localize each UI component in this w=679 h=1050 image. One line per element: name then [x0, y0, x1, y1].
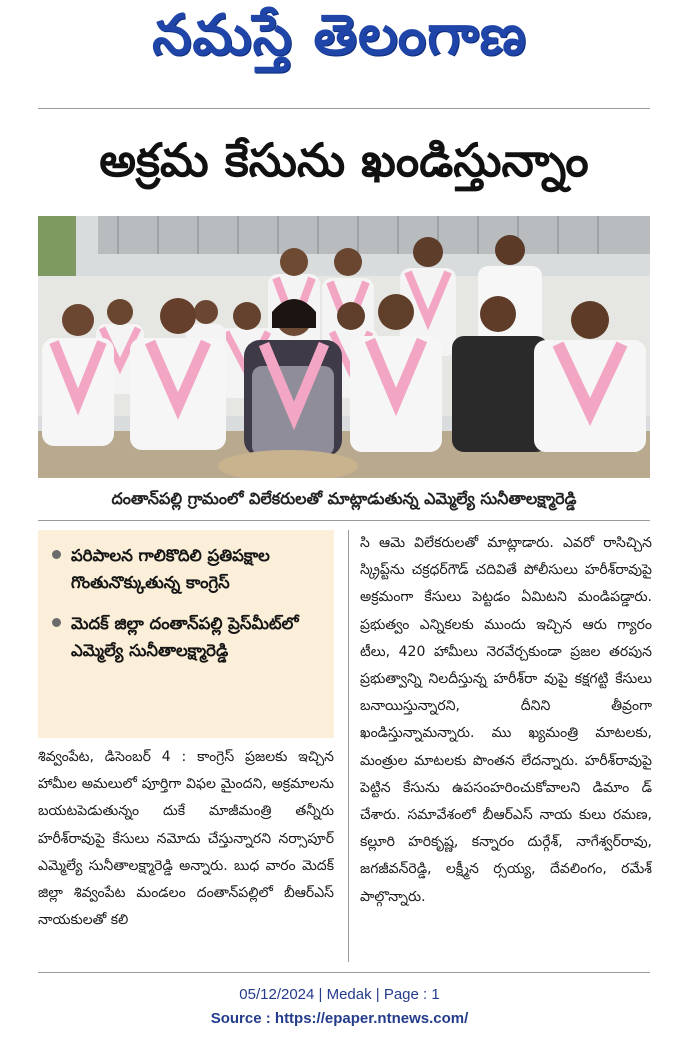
- article-photo: [38, 216, 650, 478]
- edition-info: 05/12/2024 | Medak | Page : 1: [239, 986, 440, 1003]
- source-link[interactable]: Source : https://epaper.ntnews.com/: [210, 1010, 469, 1027]
- column-divider: [348, 530, 349, 962]
- highlight-item: [50, 610, 324, 664]
- newspaper-masthead: [0, 2, 679, 82]
- photo-caption: దంతాన్‌పల్లి గ్రామంలో విలేకరులతో మాట్లాడుతున్న ఎమ్మెల్యే సునీతాలక్ష్మారెడ్డి: [38, 480, 650, 521]
- highlight-text: పరిపాలన గాలికొదిలి ప్రతిపక్షాల గొంతునొక్కుతున్న కాంగ్రెస్: [71, 546, 270, 592]
- highlights-box: [38, 530, 334, 738]
- bullet-icon: [52, 550, 61, 559]
- masthead-title: నమస్తే తెలంగాణ: [152, 2, 527, 68]
- highlight-text: మెదక్ జిల్లా దంతాన్‌పల్లి ప్రెస్‌మీట్‌లో ఎమ్మెల్యే సునీతాలక్ష్మారెడ్డి: [71, 614, 299, 660]
- article-headline: అక్రమ కేసును ఖండిస్తున్నాం: [99, 133, 589, 187]
- masthead-divider: [38, 108, 650, 109]
- group-photo-illustration: [38, 216, 650, 478]
- article-body-column-left: శివ్వంపేట, డిసెంబర్ 4 : కాంగ్రెస్ ప్రజలకు ఇచ్చిన హామీల అమలులో పూర్తిగా విఫల మైందని, అక్రమాలను బయటపెడుతున్నం దుకే మాజీమంత్రి తన్నీరు హరీశ్‌రావుపై కేసులు నమోదు చేస్తున్నారని నర్సాపూర్ ఎమ్మెల్యే సునీతాలక్ష్మారెడ్డి అన్నారు. బుధ వారం మెదక్ జిల్లా శివ్వంపేట మండలం దంతాన్‌పల్లిలో బీఆర్‌ఎస్ నాయకులతో కలి: [38, 749, 334, 929]
- highlight-item: [50, 542, 324, 596]
- bullet-icon: [52, 618, 61, 627]
- article-body-column-right: సి ఆమె విలేకరులతో మాట్లాడారు. ఎవరో రాసిచ్చిన స్క్రిప్ట్‌ను చక్రధర్‌గౌడ్ చదివితే పోలీసులు హరీశ్‌రావుపై అక్రమంగా కేసులు పెట్టడం ఏమిటని మండిపడ్డారు. ప్రభుత్వం ఎన్నికలకు ముందు ఇచ్చిన ఆరు గ్యారం టీలు, 420 హామీలు నెరవేర్చకుండా ప్రజల తరపున ప్రభుత్వాన్ని నిలదీస్తున్న హరీశ్‌రా వుపై కక్షగట్టి కేసులు బనాయిస్తున్నారని, దీనిని తీవ్రంగా ఖండిస్తున్నామన్నారు. ము ఖ్యమంత్రి మాటలకు, మంత్రుల మాటలకు పొంతన లేదన్నారు. హరీశ్‌రావుపై పెట్టిన కేసును ఉపసంహరించుకోవాలని డిమాం డ్ చేశారు. సమావేశంలో బీఆర్‌ఎస్ నాయ కులు రమణ, కల్లూరి హరికృష్ణ, కన్నారం దుర్గేశ్, నాగేశ్వర్‌రావు, జగజీవన్‌రెడ్డి, లక్ష్మీన ర్సయ్య, దేవలింగం, రమేశ్ పాల్గొన్నారు.: [360, 535, 652, 905]
- footer-divider: [38, 972, 650, 973]
